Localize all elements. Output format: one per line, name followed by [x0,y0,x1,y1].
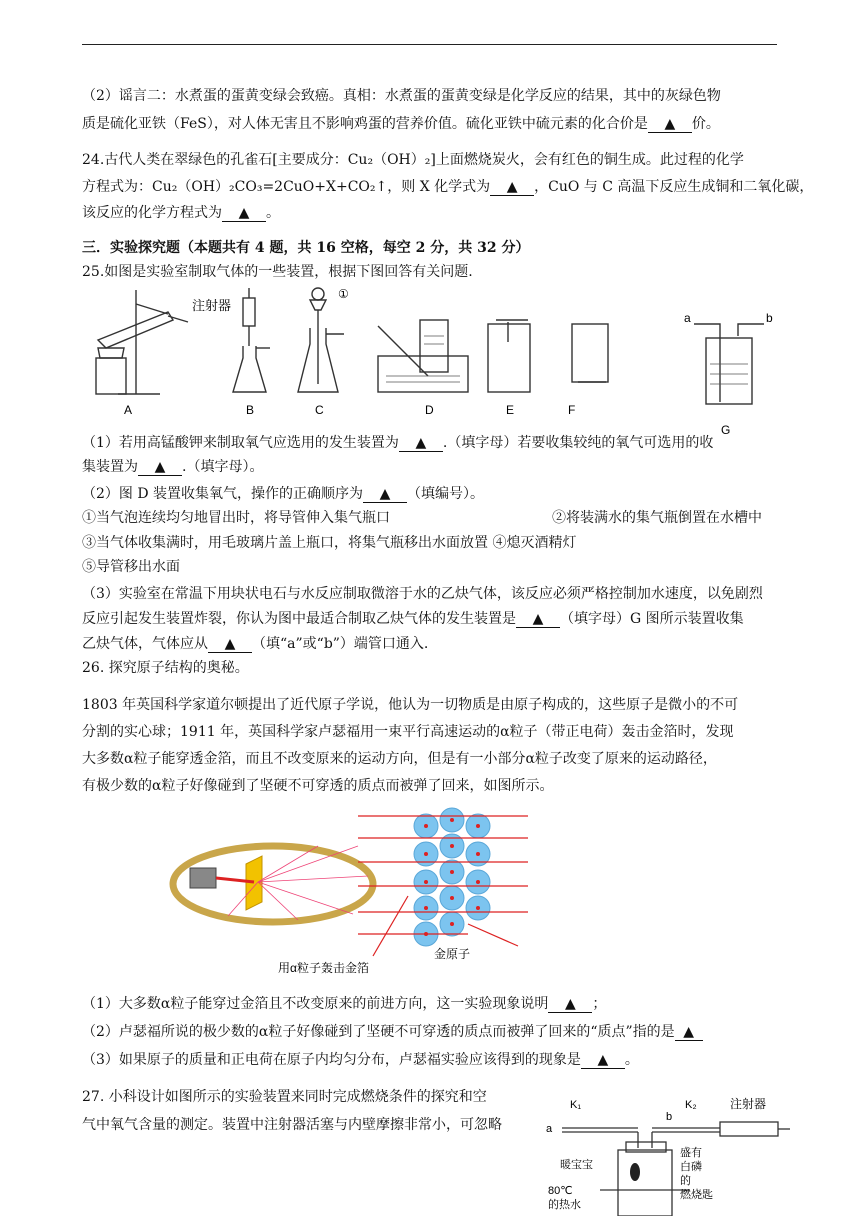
answer-blank[interactable]: ▲ [548,996,592,1013]
q23-part2-line2: 质是硫化亚铁（FeS），对人体无害且不影响鸡蛋的营养价值。硫化亚铁中硫元素的化合价是 ▲ 价。 [82,116,720,132]
label-F: F [568,403,576,417]
answer-blank[interactable]: ▲ [516,611,560,628]
q25-steps-1: ①当气泡连续均匀地冒出时，将导管伸入集气瓶口 [82,510,390,526]
answer-blank[interactable]: ▲ [363,486,407,503]
q24-line1: 24.古代人类在翠绿色的孔雀石[主要成分：Cu₂（OH）₂]上面燃烧炭火，会有红色的铜生成。此过程的化学 [82,152,744,168]
label-warmer: 暖宝宝 [560,1159,593,1171]
label-a: a [546,1123,553,1135]
q24-line3: 该反应的化学方程式为 ▲ 。 [82,205,280,221]
label-K1: K₁ [570,1099,582,1111]
q26-p1: （1）大多数α粒子能穿过金箔且不改变原来的前进方向，这一实验现象说明 ▲ ； [82,996,607,1012]
q26-p2: （2）卢瑟福所说的极少数的α粒子好像碰到了坚硬不可穿透的质点而被弹了回来的“质点”指的是 ▲ [82,1022,782,1042]
caption-gold-atom: 金原子 [434,947,471,961]
q26-para-line3: 大多数α粒子能穿透金箔，而且不改变原来的运动方向，但是有一小部分α粒子改变了原来的运动路径， [82,751,717,767]
label-b: b [666,1111,673,1123]
q25-p2: （2）图 D 装置收集氧气，操作的正确顺序为 ▲ （填编号）。 [82,486,485,502]
label-b: b [766,311,773,325]
label-spoon-1: 盛有 [680,1147,702,1159]
q25-p3-line1: （3）实验室在常温下用块状电石与水反应制取微溶于水的乙炔气体，该反应必须严格控制加水速度，以免剧烈 [82,586,763,602]
q23-part2-line1: （2）谣言二：水煮蛋的蛋黄变绿会致癌。真相：水煮蛋的蛋黄变绿是化学反应的结果，其中的灰绿色物 [82,88,721,104]
label-spoon-4: 燃烧匙 [680,1189,713,1201]
q27-line1: 27. 小科设计如图所示的实验装置来同时完成燃烧条件的探究和空 [82,1089,487,1105]
answer-blank[interactable]: ▲ [399,435,443,452]
q25-stem: 25.如图是实验室制取气体的一些装置，根据下图回答有关问题. [82,264,473,280]
label-E: E [506,403,515,417]
label-1: ① [338,287,349,301]
caption-alpha-bombard: 用α粒子轰击金箔 [278,961,369,975]
header-rule [82,44,777,45]
answer-blank[interactable]: ▲ [675,1024,703,1041]
label-a: a [684,311,691,325]
q26-para-line2: 分割的实心球；1911 年，英国科学家卢瑟福用一束平行高速运动的α粒子（带正电荷）轰击金箔时，发现 [82,724,734,740]
q27-line2: 气中氧气含量的测定。装置中注射器活塞与内壁摩擦非常小，可忽略 [82,1117,502,1133]
label-water-1: 80℃ [548,1185,573,1197]
q25-steps-2: ②将装满水的集气瓶倒置在水槽中 [552,510,762,526]
q26-para-line1: 1803 年英国科学家道尔顿提出了近代原子学说，他认为一切物质是由原子构成的，这些原子是微小的不可 [82,697,739,713]
q26-stem: 26. 探究原子结构的奥秘。 [82,660,249,676]
answer-blank[interactable]: ▲ [138,459,182,476]
rutherford-figure [168,806,558,978]
section-title: 三．实验探究题（本题共有 4 题，共 16 空格，每空 2 分，共 32 分） [82,240,530,256]
label-C: C [315,403,324,417]
label-spoon-2: 白磷 [680,1161,702,1173]
q25-p3-line2: 反应引起发生装置炸裂，你认为图中最适合制取乙炔气体的发生装置是 ▲ （填字母）G 图所示装置收集 [82,611,744,627]
answer-blank[interactable]: ▲ [490,179,534,196]
q25-p1-line1: （1）若用高锰酸钾来制取氧气应选用的发生装置为 ▲ .（填字母）若要收集较纯的氧气可选用的收 [82,435,714,451]
syringe-label: 注射器 [192,298,232,313]
label-syringe: 注射器 [730,1097,767,1111]
q26-para-line4: 有极少数的α粒子好像碰到了坚硬不可穿透的质点而被弹了回来，如图所示。 [82,778,554,794]
label-spoon-3: 的 [680,1175,691,1187]
label-K2: K₂ [685,1099,697,1111]
q25-steps-3: ③当气体收集满时，用毛玻璃片盖上瓶口，将集气瓶移出水面放置 ④熄灭酒精灯 [82,535,577,551]
q26-p3: （3）如果原子的质量和正电荷在原子内均匀分布，卢瑟福实验应该得到的现象是 ▲ 。 [82,1052,639,1068]
label-water-2: 的热水 [548,1199,581,1211]
answer-blank[interactable]: ▲ [222,205,266,222]
combustion-apparatus-figure [540,1090,800,1216]
lab-apparatus-figure [88,286,788,436]
label-A: A [124,403,133,417]
label-G: G [721,423,731,436]
q25-steps-5: ⑤导管移出水面 [82,559,180,575]
q24-line2: 方程式为：Cu₂（OH）₂CO₃=2CuO+X+CO₂↑，则 X 化学式为 ▲ ，CuO 与 C 高温下反应生成铜和二氧化碳， [82,179,814,195]
answer-blank[interactable]: ▲ [208,636,252,653]
q25-p1-line2: 集装置为 ▲ .（填字母）。 [82,459,264,475]
answer-blank[interactable]: ▲ [648,116,692,133]
label-B: B [246,403,255,417]
answer-blank[interactable]: ▲ [581,1052,625,1069]
q25-p3-line3: 乙炔气体，气体应从 ▲ （填“a”或“b”）端管口通入. [82,636,429,652]
label-D: D [425,403,434,417]
